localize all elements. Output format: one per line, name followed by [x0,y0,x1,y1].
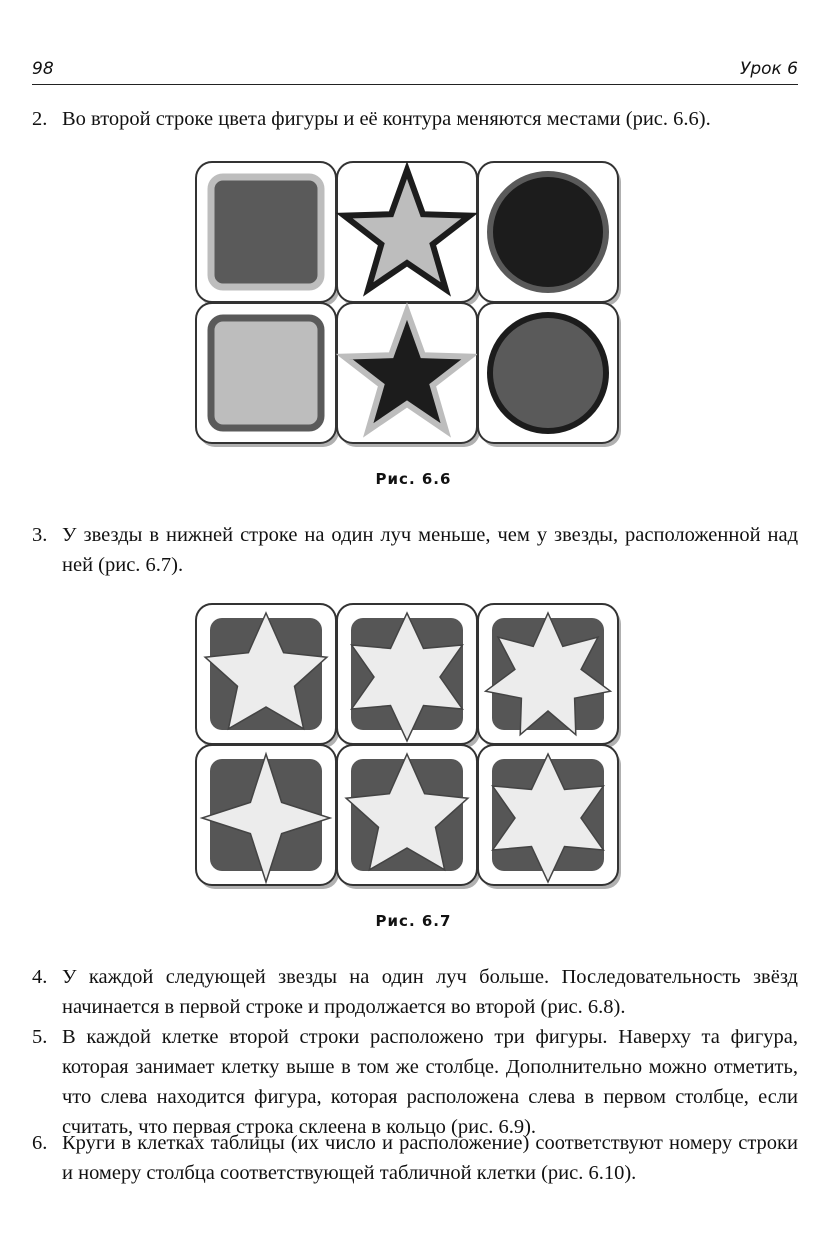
circle-shape [490,174,606,290]
list-item-5 [32,1022,798,1142]
item-number: 6. [32,1132,48,1154]
fig-6-7-tile [196,745,339,889]
item-text: Круги в клетках таблицы (их число и расположение) соответствуют номеру строки и номеру столбца соответствующей табличной клетки (рис. 6.10). [62,1132,798,1184]
page-header [32,56,798,85]
item-number: 3. [32,524,48,546]
square-shape [211,177,321,287]
item-number: 2. [32,108,48,130]
figure-6-7 [192,600,632,890]
square-shape [211,318,321,428]
circle-shape [490,315,606,431]
list-item-6 [32,1128,798,1188]
fig-6-6-tile [337,162,480,306]
item-text: У звезды в нижней строке на один луч меньше, чем у звезды, расположенной над ней (рис. 6.7). [62,524,798,576]
item-text: У каждой следующей звезды на один луч больше. Последовательность звёзд начинается в первой строке и продолжается во второй (рис. 6.8). [62,966,798,1018]
fig-6-7-tile [337,745,480,889]
fig-6-6-tile [196,303,339,447]
fig-6-6-tile [478,162,621,306]
fig-6-6-tile [337,303,480,447]
caption-fig-6-6: Рис. 6.6 [375,470,452,488]
item-number: 4. [32,966,48,988]
fig-6-6-tile [196,162,339,306]
item-text: В каждой клетке второй строки расположено три фигуры. Наверху та фигура, которая занимает клетку выше в том же столбце. Дополнительно можно отметить, что слева находится фигура, которая расположена слева в первом столбце, если считать, что первая строка склеена в кольцо (рис. 6.9). [62,1026,798,1138]
page-number: 98 [32,59,54,79]
fig-6-7-tile [478,745,621,889]
item-text: Во второй строке цвета фигуры и её контура меняются местами (рис. 6.6). [62,108,711,130]
fig-6-7-tile [196,604,339,748]
caption-fig-6-7: Рис. 6.7 [375,912,452,930]
lesson-title: Урок 6 [739,59,798,79]
fig-6-7-tile [478,604,621,748]
list-item-2 [32,104,798,134]
figure-6-6 [192,158,632,448]
list-item-3 [32,520,798,580]
item-number: 5. [32,1026,48,1048]
fig-6-6-tile [478,303,621,447]
list-item-4 [32,962,798,1022]
fig-6-7-tile [337,604,480,748]
